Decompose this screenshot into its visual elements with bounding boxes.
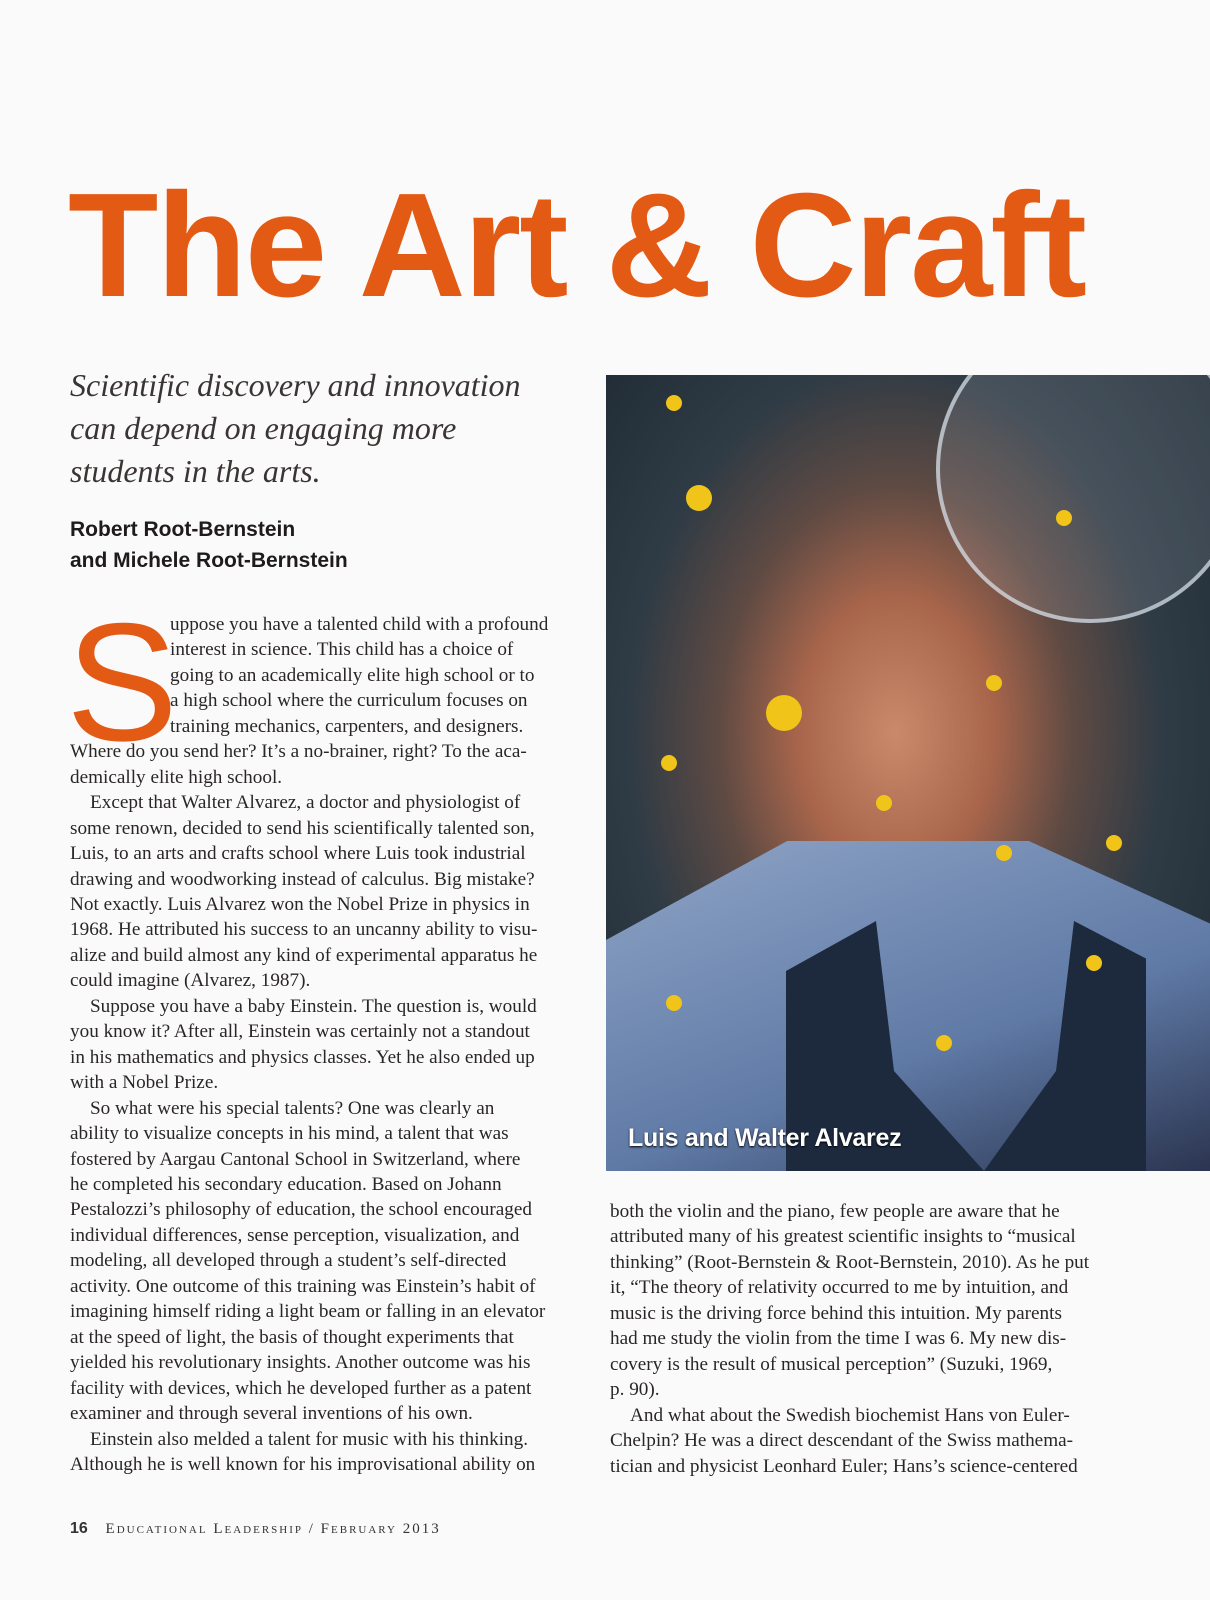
article-photo [606,375,1210,1171]
body-text-line: 1968. He attributed his success to an uncanny ability to visu- [70,919,538,941]
body-text-line: some renown, decided to send his scientifically talented son, [70,817,535,839]
body-text-line: at the speed of light, the basis of thought experiments that [70,1326,514,1348]
body-text-line: it, “The theory of relativity occurred to me by intuition, and [610,1277,1069,1299]
body-text-line: in his mathematics and physics classes. Yet he also ended up [70,1046,535,1068]
body-text-line: you know it? After all, Einstein was certainly not a standout [70,1021,530,1043]
body-text-line: Except that Walter Alvarez, a doctor and physiologist of [90,792,521,814]
body-column-left [70,612,582,1477]
body-text-line: thinking” (Root-Bernstein & Root-Bernstein, 2010). As he put [610,1251,1090,1273]
star-dot [876,795,892,811]
article-subtitle [70,364,521,493]
subtitle-line: students in the arts. [70,453,321,489]
star-dot [666,395,682,411]
body-text-line: alize and build almost any kind of experimental apparatus he [70,944,538,966]
body-text-line: covery is the result of musical perception” (Suzuki, 1969, [610,1353,1053,1375]
author-line: Robert Root-Bernstein [70,518,296,541]
photo-caption: Luis and Walter Alvarez [628,1124,902,1152]
body-text-line: individual differences, sense perception, visualization, and [70,1224,520,1246]
page-number: 16 [70,1520,88,1537]
body-text-line: Chelpin? He was a direct descendant of the Swiss mathema- [610,1430,1074,1452]
lamp-shape [936,375,1210,623]
star-dot [986,675,1002,691]
star-dot [1106,835,1122,851]
body-text-line: modeling, all developed through a student’s self-directed [70,1250,507,1272]
author-line: and Michele Root-Bernstein [70,549,348,572]
subtitle-line: Scientific discovery and innovation [70,367,521,403]
body-text-line: Luis, to an arts and crafts school where Luis took industrial [70,843,526,865]
body-text-line: examiner and through several inventions of his own. [70,1403,473,1425]
star-dot [766,695,802,731]
body-text-line: Where do you send her? It’s a no-brainer, right? To the aca- [70,741,527,763]
body-text-line: facility with devices, which he developed further as a patent [70,1377,532,1399]
body-text-line: ability to visualize concepts in his mind, a talent that was [70,1123,509,1145]
body-text-line: So what were his special talents? One was clearly an [90,1097,495,1119]
subtitle-line: can depend on engaging more [70,410,457,446]
star-dot [1056,510,1072,526]
author-byline [70,514,348,576]
article-title: The Art & Craft [68,163,1085,328]
body-text-line: Suppose you have a baby Einstein. The question is, would [90,995,537,1017]
body-text-line: yielded his revolutionary insights. Another outcome was his [70,1352,531,1374]
body-text-line: p. 90). [610,1379,660,1401]
body-text-line: training mechanics, carpenters, and designers. [170,715,524,737]
star-dot [936,1035,952,1051]
body-text-line: activity. One outcome of this training was Einstein’s habit of [70,1275,536,1297]
body-text-line: he completed his secondary education. Based on Johann [70,1173,502,1195]
body-text-line: Pestalozzi’s philosophy of education, the school encouraged [70,1199,532,1221]
star-dot [666,995,682,1011]
body-text-line: attributed many of his greatest scientific insights to “musical [610,1226,1076,1248]
body-text-line: And what about the Swedish biochemist Hans von Euler- [630,1404,1070,1426]
body-text-line: a high school where the curriculum focuses on [170,690,528,712]
body-text-line: going to an academically elite high school or to [170,664,535,686]
star-dot [1086,955,1102,971]
star-dot [686,485,712,511]
body-text-line: fostered by Aargau Cantonal School in Switzerland, where [70,1148,521,1170]
body-text-line: Not exactly. Luis Alvarez won the Nobel Prize in physics in [70,893,530,915]
body-text-line: had me study the violin from the time I was 6. My new dis- [610,1328,1067,1350]
body-text-line: tician and physicist Leonhard Euler; Hans’s science-centered [610,1455,1078,1477]
star-dot [996,845,1012,861]
drop-cap: S [66,588,179,776]
page-footer [70,1520,441,1538]
body-text-line: music is the driving force behind this intuition. My parents [610,1302,1062,1324]
body-text-line: interest in science. This child has a choice of [170,639,514,661]
body-text-line: drawing and woodworking instead of calculus. Big mistake? [70,868,535,890]
body-text-line: demically elite high school. [70,766,283,788]
body-text-line: both the violin and the piano, few people are aware that he [610,1201,1060,1222]
publication-info: Educational Leadership / February 2013 [105,1521,441,1537]
body-text-line: Although he is well known for his improvisational ability on [70,1453,536,1475]
body-text-line: Einstein also melded a talent for music with his thinking. [90,1428,529,1450]
star-dot [661,755,677,771]
body-text-line: with a Nobel Prize. [70,1072,219,1094]
body-column-right [610,1199,1150,1479]
body-text-line: uppose you have a talented child with a profound [170,614,549,635]
body-text-line: could imagine (Alvarez, 1987). [70,970,311,992]
body-text-line: imagining himself riding a light beam or falling in an elevator [70,1301,546,1323]
